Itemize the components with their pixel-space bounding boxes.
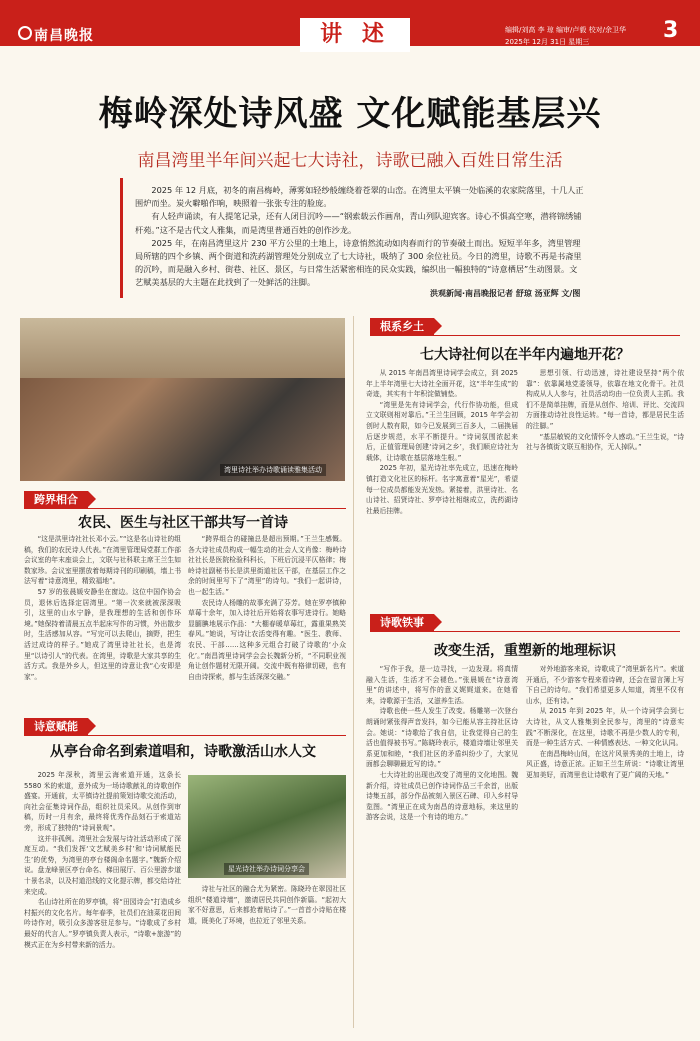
article-title: 七大诗社何以在半年内遍地开花？ xyxy=(420,347,630,363)
column-divider xyxy=(353,316,354,1028)
intro-block xyxy=(120,178,585,298)
article-paragraph: 2025 年深秋，湾里云海索道开通，这条长 5580 米的索道，意外成为一场诗歌献礼的诗歌创作盛宴。开通前，太平镇诗社提前策划诗歌交流活动，向社会征集诗词作品，组织社员采风。从创作到审稿，历时一月有余，最终将优秀作品刻石于索道站旁，形成了独特的“诗词景观”。 xyxy=(24,771,181,832)
photo-backdrop xyxy=(20,318,345,378)
article-title: 农民、医生与社区干部共写一首诗 xyxy=(78,515,288,531)
section-label: 讲 述 xyxy=(300,18,410,52)
article-title: 改变生活，重塑新的地理标识 xyxy=(434,643,616,659)
photo-caption: 湾里诗社举办诗歌诵读雅集活动 xyxy=(220,464,326,476)
newspaper-logo: 南昌晚报 xyxy=(34,28,94,44)
section-tag: 跨界相合 xyxy=(24,491,88,508)
article-paragraph: 从 2015 年南昌湾里诗词学会成立，到 2025 年上半年湾里七大诗社全面开花，这“半年生成”的奇迹，其实有十年积淀做铺垫。 xyxy=(366,369,518,399)
article-column xyxy=(24,534,181,710)
article-paragraph: 名山诗社所在的罗亭镇，将“田园诗会”打造成乡村振兴的文化名片。每年春季，社员们在油菜花田间吟诗作对，吸引众多游客驻足参与。“诗歌成了乡村最好的代言人。”罗亭镇负责人表示，“诗歌+旅游”的模式正在为乡村带来新的活力。 xyxy=(24,898,181,949)
section-rule xyxy=(24,508,346,509)
photo-caption: 星光诗社举办诗词分享会 xyxy=(224,863,309,875)
article-paragraph: 从 2015 年到 2025 年，从一个诗词学会到七大诗社，从文人雅集到全民参与，湾里的“诗意实践”不断深化，在这里，诗歌不再是少数人的专利，而是一种生活方式、一种情感表达、一种文化认同。 xyxy=(526,707,684,748)
intro-paragraph: 有人轻声诵读，有人提笔记录，还有人闭目沉吟——“钢索载云作画帛，青山列队迎宾客。诗心不惧高空寒，潜将锦绣铺杆苑。”这不是古代文人雅集，而是湾里普通百姓的创作沙龙。 xyxy=(135,211,582,235)
article-column xyxy=(366,664,518,1028)
article-paragraph: 在南昌梅岭山间，在这片风景秀美的土地上，诗风正盛，诗意正浓。正如王兰生所说：“诗歌让湾里更加美好，而湾里也让诗歌有了更广阔的天地。” xyxy=(526,749,684,779)
article-column xyxy=(188,534,346,710)
article-title: 从亭台命名到索道唱和，诗歌激活山水人文 xyxy=(50,744,316,760)
article-paragraph: 农民诗人杨雕的故事充满了芬芳。她在罗亭镇种草莓十余年，加入诗社后开始将农事写进诗行。她略显腼腆地展示作品：“大棚春暖草莓红，露重果熟笑春风。”她说，写诗让农活变得有趣。“医生、教师、农民、干部……这种多元组合打破了诗歌的‘小众化’。”南昌湾里诗词学会会长魏新分析，“不同职业视角让创作题材无限开阔。交流中既有格律切磋，也有自由诗探索，都与生活深深交融。” xyxy=(188,598,346,681)
article-paragraph: “跨界组合的碰撞总是超出预期。”王兰生感慨。各大诗社成员构成一幅生动的社会人文肖像：梅岭诗社社长是医院检验科科长，下班后沉浸平仄格律；梅岭诗社副秘书长是洪里街道社区干部，在基层工作之余的时间里写下了“湾里”的诗句。“我们一起讲诗，也一起生活。” xyxy=(188,535,346,596)
article-paragraph: 思想引领、行动迅速，诗社建设坚持“两个依靠”：依靠属地党委领导，依靠在地文化骨干。社员构成从人人参与，社员活动均由一位负责人主抓。我们不是简单挂牌，而是从创作、培训、评比、交流四方面推动诗社良性运转。“每一首诗，都是居民生活的注脚。” xyxy=(526,369,684,430)
section-rule xyxy=(370,335,680,336)
article-paragraph: 七大诗社的出现也改变了湾里的文化地图。魏新介绍，诗社成员已创作诗词作品三千余首，出版诗集五部，部分作品被刻入景区石碑、印入乡村导览图。“湾里正在成为南昌的诗意地标，来这里的游客会说，这是一个有诗的地方。” xyxy=(366,770,518,822)
editor-credits: 编辑/刘高 李 琼 编审/卢毅 校对/余卫华 xyxy=(505,26,626,34)
article-paragraph: 2025 年初，星光诗社率先成立，迅速在梅岭镇打造文化社区的标杆。名字寓意着“星光”，希望每一位成员都能发光发热。紧接着，洪里诗社、名山诗社、招贤诗社、罗亭诗社相继成立，洗药湖诗社最后挂牌。 xyxy=(366,464,518,515)
article-paragraph: 57 岁的张晨媛安静坐在窗边。这位中国作协会员，退休后选择定居湾里。“第一次来就被深深吸引，这里的山水宁静，是我理想的生活和创作环境。”她保持着清晨五点半起床写作的习惯，外出散步时，生活感加从容。“写完可以去爬山，摘野，把生活过成诗的样子。”她成了湾里诗社社长，也是湾里“以诗引人”的代表。在湾里，诗歌是大家共享的生活方式。我是外乡人，但这里的诗意让我“心安即是家”。 xyxy=(24,587,181,681)
intro-paragraph: 2025 年 12 月底，初冬的南昌梅岭，薄雾如轻纱般缠绕着苍翠的山峦。在湾里太平镇一处临溪的农家院落里，十几人正围炉而坐。炭火噼啪作响，映照着一张张专注的脸庞。 xyxy=(135,185,584,209)
article-paragraph: 这并非孤例。湾里社会发展与诗社活动形成了深度互动。“我们发挥‘文艺赋美乡村’和‘诗词赋能民生’的优势，为湾里的亭台楼阁命名题字。”魏新介绍说。盘龙峰景区亭台命名、梯田展厅、百公里游步道十景名录，以及村道沿线的文化提示牌，都交给诗社来完成。 xyxy=(24,834,181,896)
section-rule xyxy=(24,735,346,736)
newspaper-logo-icon xyxy=(18,26,32,40)
article-paragraph: “基层敏锐的文化情怀令人感动。”王兰生说，“诗社与各镇街文联互相协作，无人掉队。” xyxy=(526,432,684,452)
section-tag: 诗歌铁事 xyxy=(370,614,434,631)
article-paragraph: “湾里是先有诗词学会，代行作协功能，但成立文联则相对靠后。”王兰生回顾，2015 年学会初创时人数有限，如今已发展到三百多人，二届换届后逐步规范，水平不断提升。“诗词氛围浓起来后，正值管理局创建‘诗词之乡’，我们顺应诗社为载体，让诗歌在基层落地生根。” xyxy=(366,400,518,462)
intro-paragraph: 2025 年，在南昌湾里这片 230 平方公里的土地上，诗意悄然流动如肉春而行的节奏破土而出。短短半年多，湾里管理局所辖的四个乡镇、两个街道和洗药湖管理处分别成立了七大诗社，吸纳了 300 余位社员。今日的湾里，诗歌不再是书斋里的沉吟，而是融入乡村、街巷、社区、景区，与日常生活紧密相连的民众实践，编织出一幅独特的“诗意栖居”生动图景。文艺赋美基层的大主题在此找到了一处鲜活的注脚。 xyxy=(135,237,582,288)
masthead-bar xyxy=(0,0,700,46)
byline: 洪观新闻·南昌晚报记者 舒琼 汤亚辉 文/图 xyxy=(430,289,581,298)
masthead-meta xyxy=(505,24,626,48)
article-column xyxy=(366,368,518,600)
section-tag: 根系乡土 xyxy=(370,318,434,335)
page-number: 3 xyxy=(663,18,679,43)
section-tag: 诗意赋能 xyxy=(24,718,88,735)
issue-date: 2025年 12月 31日 星期三 xyxy=(505,38,590,46)
headline: 梅岭深处诗风盛 文化赋能基层兴 xyxy=(98,94,602,134)
section-rule xyxy=(370,631,680,632)
article-column xyxy=(526,368,684,600)
article-column xyxy=(526,664,684,1028)
photo-poetry-sharing xyxy=(188,775,346,878)
article-column xyxy=(188,884,346,1028)
article-paragraph: “这是洪里诗社社长邓小云。”“这是名山诗社的组稿，我们的农民诗人代表。”在湾里管理局党群工作部会议室的年末座谈会上，文联与社科联主席王兰生如数家珍。会议室里摆放着每期诗刊的印刷稿，墙上书法写着“诗意湾里，精致福地”。 xyxy=(24,535,181,586)
article-paragraph: 诗歌也使一些人发生了改变。杨雕第一次登台朗诵时紧张得声音发抖，如今已能从容主持社区诗会。她说：“诗歌给了我自信，让我觉得自己的生活也值得被书写。”陈晓玲表示，楼道诗墙让邻里关系更加和睦，“我们社区的矛盾纠纷少了，大家见面都会聊聊最近写的诗。” xyxy=(366,707,518,769)
article-paragraph: “写作于我，是一边寻找，一边发现。将真情融入生活，生活才不会褪色。”张晨媛在“诗意湾里”的讲述中，将写作的意义娓娓道来。在她看来，诗歌源于生活，又滋养生活。 xyxy=(366,665,518,705)
photo-poetry-gathering xyxy=(20,318,345,481)
subheadline: 南昌湾里半年间兴起七大诗社，诗歌已融入百姓日常生活 xyxy=(137,151,563,171)
article-paragraph: 诗社与社区的融合尤为紧密。陈晓玲在翠园社区组织“楼道诗墙”，邀请居民共同创作新篇。“起初大家不好意思，后来都抢着贴诗了。”一首首小诗贴在楼道，既美化了环境，也拉近了邻里关系。 xyxy=(188,885,346,925)
article-column xyxy=(24,770,181,1028)
article-paragraph: 对外地游客来说，诗歌成了“湾里新名片”。索道开通后，不少游客专程来看诗碑，还会在留言簿上写下自己的诗句。“我们希望更多人知道，湾里不仅有山水，还有诗。” xyxy=(526,665,684,705)
